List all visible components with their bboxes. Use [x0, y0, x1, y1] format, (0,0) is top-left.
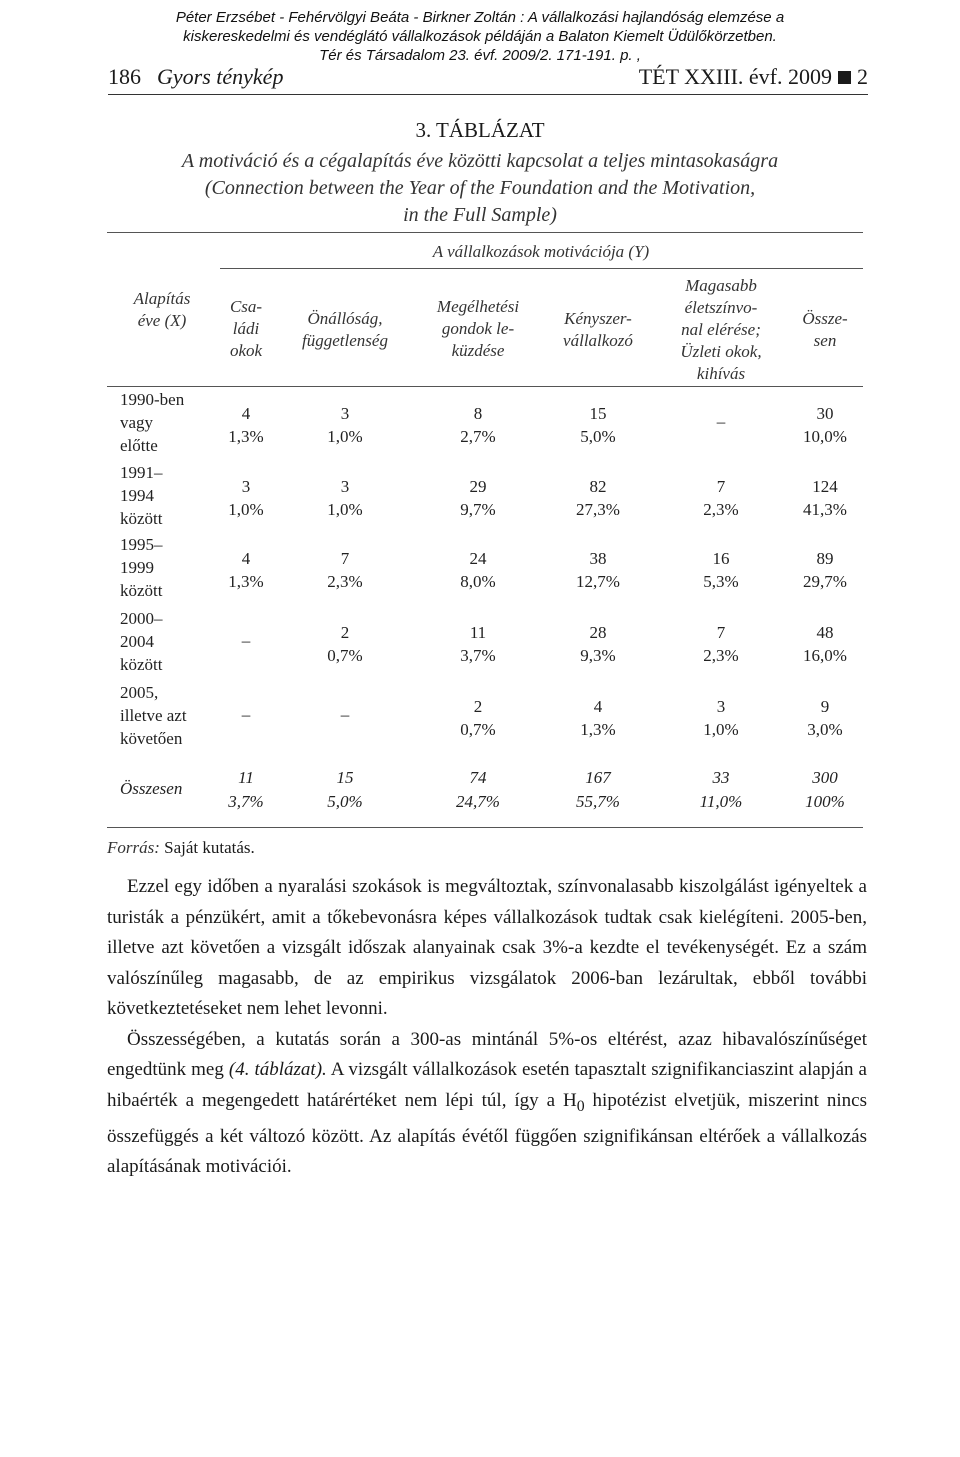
table-cell-count: 3: [716, 697, 726, 716]
table-cell-percent: 1,3%: [580, 720, 616, 739]
table-cell-count: 3: [241, 477, 251, 496]
issue-number: 2: [857, 64, 868, 89]
table-cell-percent: 0,7%: [327, 646, 363, 665]
table-cell-percent: 1,3%: [228, 427, 264, 446]
row-label: 1995–: [120, 535, 163, 554]
table-cell-percent: 3,0%: [807, 720, 843, 739]
body-text: [107, 872, 867, 1183]
table-cell-percent: 9,3%: [580, 646, 616, 665]
row-label: 2000–: [120, 609, 163, 628]
header-bottom-rule: [107, 386, 863, 387]
table-cell-percent: 1,0%: [703, 720, 739, 739]
table-cell-count: 2: [340, 623, 350, 642]
table-cell-percent: 2,7%: [460, 427, 496, 446]
row-label: illetve azt: [120, 706, 187, 725]
citation-line-2: kiskereskedelmi és vendéglátó vállalkozások példáján a Balaton Kiemelt Üdülőkörzetben.: [183, 28, 777, 45]
column-header-livelihood: Megélhetési gondok le- küzdése: [436, 297, 520, 360]
row-label: 2005,: [120, 683, 159, 702]
table-cell-count: 48: [816, 623, 834, 642]
table-cell-count: 4: [241, 549, 251, 568]
row-label: előtte: [120, 436, 158, 455]
table-cell-percent: 5,0%: [580, 427, 616, 446]
table-cell-percent: 0,7%: [460, 720, 496, 739]
row-label: 1999: [120, 558, 154, 577]
table-cell-percent: 9,7%: [460, 500, 496, 519]
total-cell-count: 33: [712, 768, 730, 787]
row-label: között: [120, 655, 163, 674]
table-cell-percent: 2,3%: [703, 500, 739, 519]
total-cell-count: 167: [585, 768, 611, 787]
source-text: Saját kutatás.: [164, 838, 255, 857]
table-caption: [0, 148, 960, 229]
table-cell-percent: 3,7%: [460, 646, 496, 665]
table-cell-count: –: [716, 412, 726, 431]
table-cell-count: 4: [241, 404, 251, 423]
square-bullet-icon: [838, 71, 851, 84]
row-label: 1991–: [120, 463, 163, 482]
table-cell-percent: 41,3%: [803, 500, 847, 519]
row-header: Alapítás éve (X): [133, 289, 191, 330]
table-cell-count: 7: [716, 623, 726, 642]
total-cell-count: 300: [812, 768, 838, 787]
table-cell-count: 3: [340, 404, 350, 423]
column-header-higher-standard: Magasabb életszínvo- nal elérése; Üzleti okok, kihívás: [680, 276, 762, 383]
table-cell-count: 89: [816, 549, 834, 568]
column-header-forced: Kényszer- vállalkozó: [563, 309, 633, 350]
row-label: között: [120, 581, 163, 600]
caption-english-2: in the Full Sample): [403, 204, 557, 226]
row-label: vagy: [120, 413, 154, 432]
table-cell-count: 4: [593, 697, 603, 716]
table-number: 3. TÁBLÁZAT: [415, 118, 545, 142]
total-cell-count: 74: [469, 768, 487, 787]
table-cell-count: 24: [469, 549, 487, 568]
table-cell-percent: 16,0%: [803, 646, 847, 665]
page-number: 186: [108, 64, 141, 89]
row-label: 2004: [120, 632, 154, 651]
table-cell-count: 11: [469, 623, 487, 642]
table-cell-percent: 29,7%: [803, 572, 847, 591]
span-header: A vállalkozások motivációja (Y): [432, 242, 650, 261]
table-cell-percent: 1,0%: [228, 500, 264, 519]
table-top-rule: [107, 232, 863, 233]
column-header-independence: Önállóság, függetlenség: [302, 309, 388, 350]
running-head: [108, 62, 868, 95]
table-cell-count: 7: [340, 549, 350, 568]
total-row-label: Összesen: [120, 779, 183, 798]
table-cell-count: 29: [469, 477, 487, 496]
total-cell-percent: 24,7%: [456, 792, 500, 811]
caption-english-1: (Connection between the Year of the Foundation and the Motivation,: [204, 177, 756, 199]
table-bottom-rule: [107, 827, 863, 828]
source-label: Forrás:: [107, 838, 160, 857]
span-header-rule: [220, 268, 863, 269]
table-cell-count: 38: [589, 549, 607, 568]
total-cell-percent: 55,7%: [576, 792, 620, 811]
table-cell-count: 82: [589, 477, 607, 496]
table-cell-percent: 2,3%: [703, 646, 739, 665]
citation-line-3: Tér és Társadalom 23. évf. 2009/2. 171-191. p. ,: [319, 47, 641, 64]
journal-name: TÉT XXIII. évf. 2009: [638, 64, 832, 89]
column-header-total: Össze- sen: [802, 309, 848, 350]
table-cell-percent: 1,0%: [327, 500, 363, 519]
paragraph-2: Összességében, a kutatás során a 300-as mintánál 5%-os eltérést, azaz hibavalószínűséget engedtünk meg (4. táblázat). A vizsgált vállalkozások esetén tapasztalt szignifikanciaszint alapján a hibaérték a megengedett határértéket nem lépi túl, így a $H_0$ hipotézist elvetjük, miszerint nincs összefüggés a két változó között. Az alapítás évétől függően szignifikánsan eltérőek a vállalkozás alapításának motivációi.: [107, 1028, 867, 1178]
table-cell-count: 9: [820, 697, 830, 716]
table-cell-count: 2: [473, 697, 483, 716]
row-label: között: [120, 509, 163, 528]
table-cell-percent: 1,0%: [327, 427, 363, 446]
table-source: [107, 838, 255, 858]
caption-hungarian: A motiváció és a cégalapítás éve közötti kapcsolat a teljes mintasokaságra: [181, 150, 779, 172]
table-cell-count: 15: [589, 404, 607, 423]
table-cell-count: 124: [812, 477, 838, 496]
table-cell-percent: 12,7%: [576, 572, 620, 591]
total-cell-percent: 5,0%: [327, 792, 363, 811]
row-label: 1994: [120, 486, 154, 505]
table-cell-count: 8: [473, 404, 483, 423]
column-header-family: Csa- ládi okok: [229, 297, 263, 360]
table-cell-percent: 8,0%: [460, 572, 496, 591]
table-cell-count: 16: [712, 549, 730, 568]
paragraph-1: Ezzel egy időben a nyaralási szokások is megváltoztak, színvonalasabb kiszolgálást igényeltek a turisták a pénzükért, amit a tőkebevonásra képes vállalkozások tudtak csak kielégíteni. 2005-ben, illetve azt követően a vizsgált időszak alanyainak csak 3%-a kezdte el tevékenységét. Ez a szám valószínűleg magasabb, de az empirikus vizsgálatok 2006-ban lezárultak, ebből további következtetéseket nem lehet levonni.: [107, 876, 867, 1019]
total-cell-count: 15: [336, 768, 354, 787]
section-name: Gyors ténykép: [157, 64, 284, 89]
row-label: 1990-ben: [120, 390, 185, 409]
table-cell-count: 3: [340, 477, 350, 496]
total-cell-count: 11: [238, 768, 254, 787]
total-cell-percent: 3,7%: [228, 792, 264, 811]
table-cell-percent: 10,0%: [803, 427, 847, 446]
table-cell-percent: 5,3%: [703, 572, 739, 591]
total-cell-percent: 100%: [805, 792, 845, 811]
citation-line-1: Péter Erzsébet - Fehérvölgyi Beáta - Birkner Zoltán : A vállalkozási hajlandóság elemzése a: [175, 9, 785, 26]
total-cell-percent: 11,0%: [699, 792, 743, 811]
table-cell-count: –: [241, 631, 251, 650]
citation: [0, 8, 960, 65]
table-cell-percent: 1,3%: [228, 572, 264, 591]
table-cell-count: –: [340, 705, 350, 724]
table-cell-count: –: [241, 705, 251, 724]
table-cell-percent: 2,3%: [327, 572, 363, 591]
table-cell-count: 7: [716, 477, 726, 496]
table-reference: (4. táblázat).: [228, 1059, 327, 1080]
table-cell-count: 30: [816, 404, 834, 423]
table-cell-percent: 27,3%: [576, 500, 620, 519]
row-label: követően: [120, 729, 183, 748]
table-cell-count: 28: [589, 623, 607, 642]
